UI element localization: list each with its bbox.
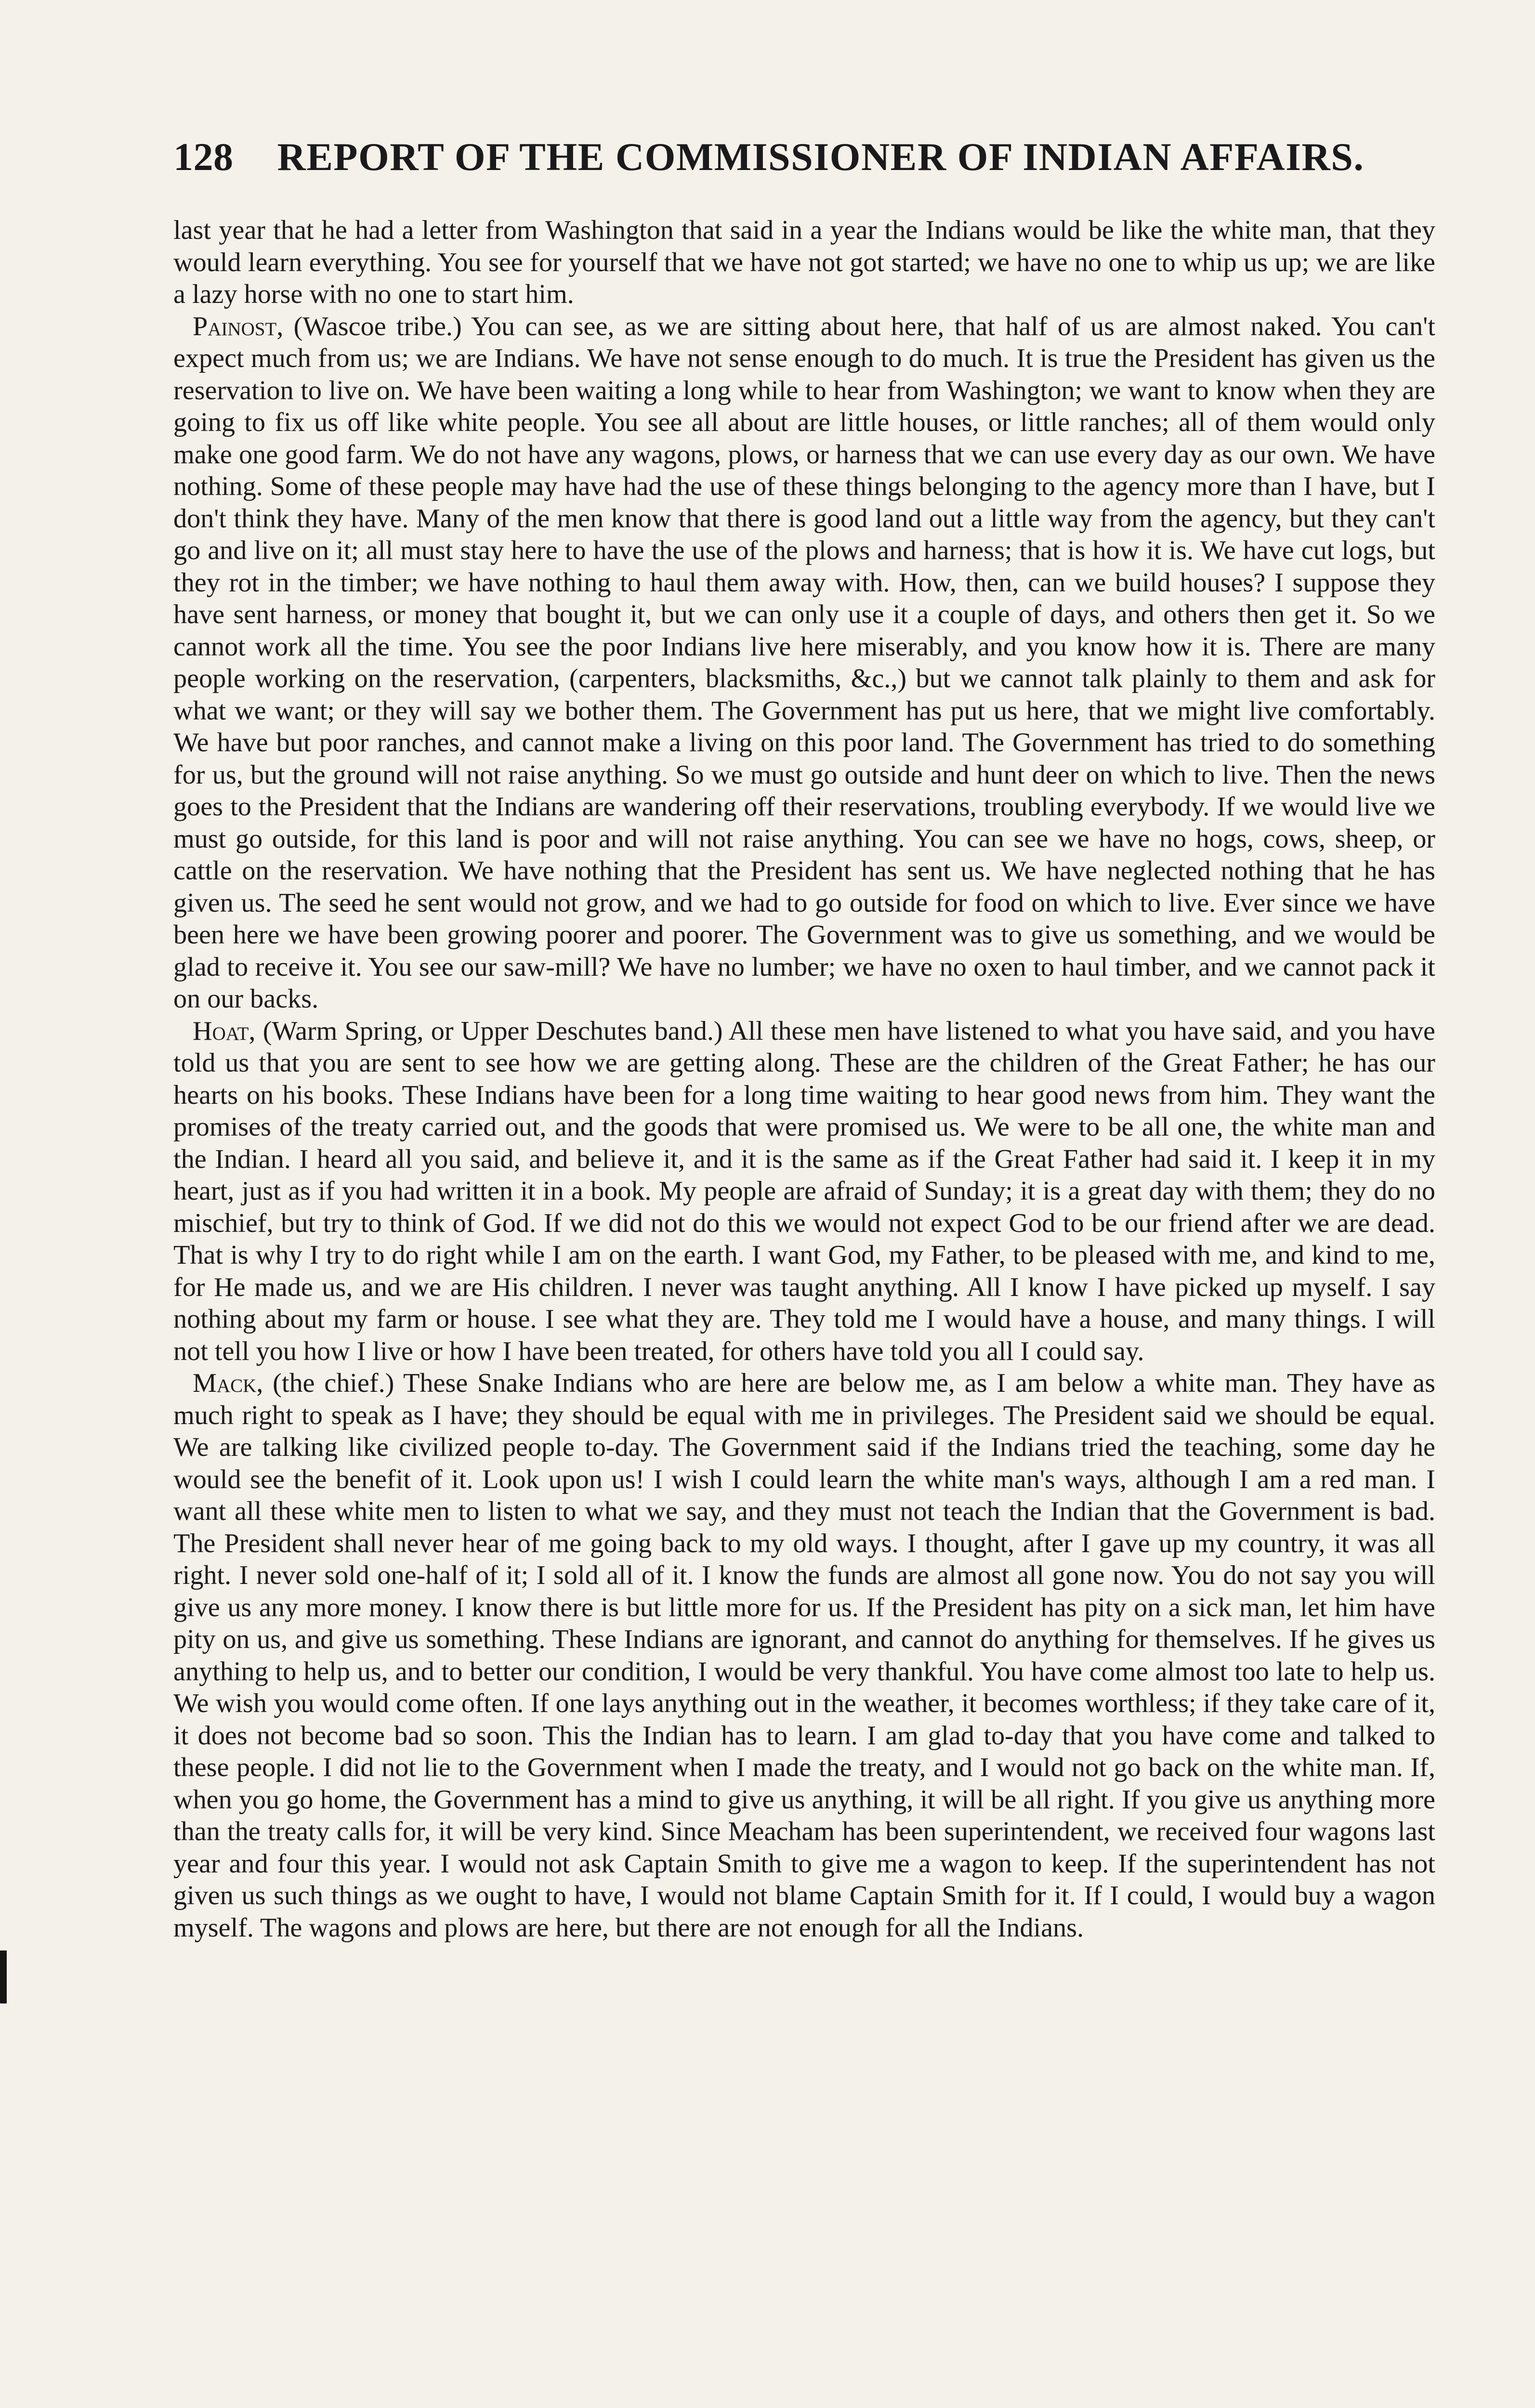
paragraph-painost — [173, 311, 1435, 1015]
binding-mark — [0, 1950, 7, 2003]
paragraph-hoat — [173, 1015, 1435, 1368]
body-text — [173, 214, 1435, 1944]
paragraph-text: (Wascoe tribe.) You can see, as we are sitting about here, that half of us are almost naked. You can't expect much from us; we are Indians. We have not sense enough to do much. It is true the President has given us the reservation to live on. We have been waiting a long while to hear from Washington; we want to know when they are going to fix us off like white people. You see all about are little houses, or little ranches; all of them would only make one good farm. We do not have any wagons, plows, or harness that we can use every day as our own. We have nothing. Some of these people may have had the use of these things belonging to the agency more than I have, but I don't think they have. Many of the men know that there is good land out a little way from the agency, but they can't go and live on it; all must stay here to have the use of the plows and harness; that is how it is. We have cut logs, but they rot in the timber; we have nothing to haul them away with. How, then, can we build houses? I suppose they have sent harness, or money that bought it, but we can only use it a couple of days, and others then get it. So we cannot work all the time. You see the poor Indians live here miserably, and you know how it is. There are many people working on the reservation, (carpenters, blacksmiths, &c.,) but we cannot talk plainly to them and ask for what we want; or they will say we bother them. The Government has put us here, that we might live comfortably. We have but poor ranches, and cannot make a living on this poor land. The Government has tried to do something for us, but the ground will not raise anything. So we must go outside and hunt deer on which to live. Then the news goes to the President that the Indians are wandering off their reservations, troubling everybody. If we would live we must go outside, for this land is poor and will not raise anything. You can see we have no hogs, cows, sheep, or cattle on the reservation. We have nothing that the President has sent us. We have neglected nothing that he has given us. The seed he sent would not grow, and we had to go outside for food on which to live. Ever since we have been here we have been growing poorer and poorer. The Government was to give us something, and we would be glad to receive it. You see our saw-mill? We have no lumber; we have no oxen to haul timber, and we cannot pack it on our backs. — [173, 311, 1435, 1014]
paragraph-continuation — [173, 214, 1435, 311]
paragraph-text: (the chief.) These Snake Indians who are here are below me, as I am below a white man. They have as much right to speak as I have; they should be equal with me in privileges. The President said we should be equal. We are talking like civilized people to-day. The Government said if the Indians tried the teaching, some day he would see the benefit of it. Look upon us! I wish I could learn the white man's ways, although I am a red man. I want all these white men to listen to what we say, and they must not teach the Indian that the Government is bad. The President shall never hear of me going back to my old ways. I thought, after I gave up my country, it was all right. I never sold one-half of it; I sold all of it. I know the funds are almost all gone now. You do not say you will give us any more money. I know there is but little more for us. If the President has pity on a sick man, let him have pity on us, and give us something. These Indians are ignorant, and cannot do anything for themselves. If he gives us anything to help us, and to better our condition, I would be very thankful. You have come almost too late to help us. We wish you would come often. If one lays anything out in the weather, it becomes worthless; if they take care of it, it does not become bad so soon. This the Indian has to learn. I am glad to-day that you have come and talked to these people. I did not lie to the Government when I made the treaty, and I would not go back on the white man. If, when you go home, the Government has a mind to give us anything, it will be all right. If you give us anything more than the treaty calls for, it will be very kind. Since Meacham has been superintendent, we received four wagons last year and four this year. I would not ask Captain Smith to give me a wagon to keep. If the superintendent has not given us such things as we ought to have, I would not blame Captain Smith for it. If I could, I would buy a wagon myself. The wagons and plows are here, but there are not enough for all the Indians. — [173, 1368, 1435, 1943]
page-number: 128 — [173, 135, 234, 179]
page-header — [173, 137, 1368, 177]
paragraph-mack — [173, 1367, 1435, 1944]
speaker-name: Mack, — [193, 1368, 263, 1398]
speaker-name: Painost, — [193, 311, 284, 341]
paragraph-text: last year that he had a letter from Washington that said in a year the Indians would be like the white man, that they would learn everything. You see for yourself that we have not got started; we have no one to whip us up; we are like a lazy horse with no one to start him. — [173, 215, 1435, 309]
paragraph-text: (Warm Spring, or Upper Deschutes band.) All these men have listened to what you have said, and you have told us that you are sent to see how we are getting along. These are the children of the Great Father; he has our hearts on his books. These Indians have been for a long time waiting to hear good news from him. They want the promises of the treaty carried out, and the goods that were promised us. We were to be all one, the white man and the Indian. I heard all you said, and believe it, and it is the same as if the Great Father had said it. I keep it in my heart, just as if you had written it in a book. My people are afraid of Sunday; it is a great day with them; they do no mischief, but try to think of God. If we did not do this we would not expect God to be our friend after we are dead. That is why I try to do right while I am on the earth. I want God, my Father, to be pleased with me, and kind to me, for He made us, and we are His children. I never was taught anything. All I know I have picked up myself. I say nothing about my farm or house. I see what they are. They told me I would have a house, and many things. I will not tell you how I live or how I have been treated, for others have told you all I could say. — [173, 1016, 1435, 1366]
speaker-name: Hoat, — [193, 1016, 256, 1046]
running-title: REPORT OF THE COMMISSIONER OF INDIAN AFFAIRS. — [277, 135, 1364, 179]
